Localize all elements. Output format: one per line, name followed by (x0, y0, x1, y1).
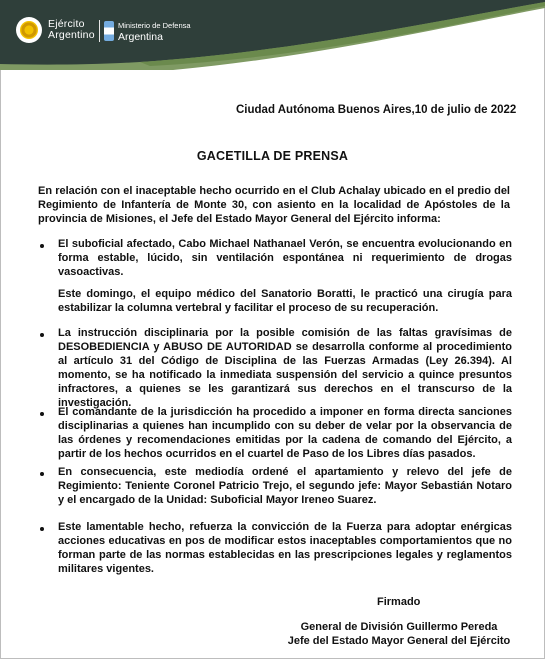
army-emblem-icon (16, 17, 42, 43)
signed-label: Firmado (377, 596, 421, 608)
ministry-shield-icon (104, 21, 114, 41)
list-item-continuation: Este domingo, el equipo médico del Sanatorio Boratti, le practicó una cirugía para estabilizar la columna vertebral y facilitar el proceso de su recuperación. (58, 288, 512, 314)
ministry-brand (118, 21, 191, 43)
ministry-brand-line1: Ministerio de Defensa (118, 21, 191, 30)
signer-title: Jefe del Estado Mayor General del Ejército (287, 635, 511, 647)
list-item: El comandante de la jurisdicción ha procedido a imponer en forma directa sanciones disciplinarias a quienes han incumplido con su deber de velar por la observancia de las órdenes y recomendaciones emitidas por la cadena de comando del Ejército, a partir de los hechos ocurridos en el cuartel de Paso de los Libres días pasados. (58, 406, 512, 460)
bullet-icon (40, 412, 44, 416)
dateline: Ciudad Autónoma Buenos Aires,10 de julio de 2022 (236, 104, 517, 116)
list-item: El suboficial afectado, Cabo Michael Nathanael Verón, se encuentra evolucionando en forma estable, lúcido, sin ventilación espontánea ni requerimiento de drogas vasoactivas. (58, 238, 512, 278)
list-item: Este lamentable hecho, refuerza la convicción de la Fuerza para adoptar enérgicas acciones educativas en pos de modificar estos inaceptables comportamientos que no forman parte de las normas establecidas en las prescripciones legales y reglamentos militares vigentes. (58, 521, 512, 575)
list-item: En consecuencia, este mediodía ordené el apartamiento y relevo del jefe de Regimiento: Teniente Coronel Patricio Trejo, el segundo jefe: Mayor Sebastián Notaro y el encargado de la Unidad: Suboficial Mayor Ireneo Suarez. (58, 466, 512, 506)
bullet-icon (40, 244, 44, 248)
bullet-icon (40, 472, 44, 476)
intro-paragraph: En relación con el inaceptable hecho ocurrido en el Club Achalay ubicado en el predio del Regimiento de Infantería de Monte 30, con asiento en la localidad de Apóstoles de la provincia de Misiones, el Jefe del Estado Mayor General del Ejército informa: (38, 185, 510, 225)
page-title: GACETILLA DE PRENSA (196, 149, 349, 163)
list-item: La instrucción disciplinaria por la posible comisión de las faltas gravísimas de DESOBEDIENCIA y ABUSO DE AUTORIDAD se desarrolla conforme al procedimiento al artículo 31 del Código de Disciplina de las Fuerzas Armadas (Ley 26.394). Al momento, se ha notificado la inmediata suspensión del servicio a quince presuntos infractores, a quienes se les garantizará sus derechos en el transcurso de la investigación. (58, 327, 512, 409)
bullet-icon (40, 527, 44, 531)
ministry-brand-line2: Argentina (118, 30, 163, 43)
bullet-icon (40, 333, 44, 337)
army-brand-line2: Argentino (48, 29, 95, 41)
brand-divider (99, 20, 100, 42)
letterhead (0, 0, 545, 70)
army-brand-line1: Ejército (48, 18, 85, 30)
signer-name: General de División Guillermo Pereda (300, 621, 498, 633)
army-brand (48, 19, 95, 41)
